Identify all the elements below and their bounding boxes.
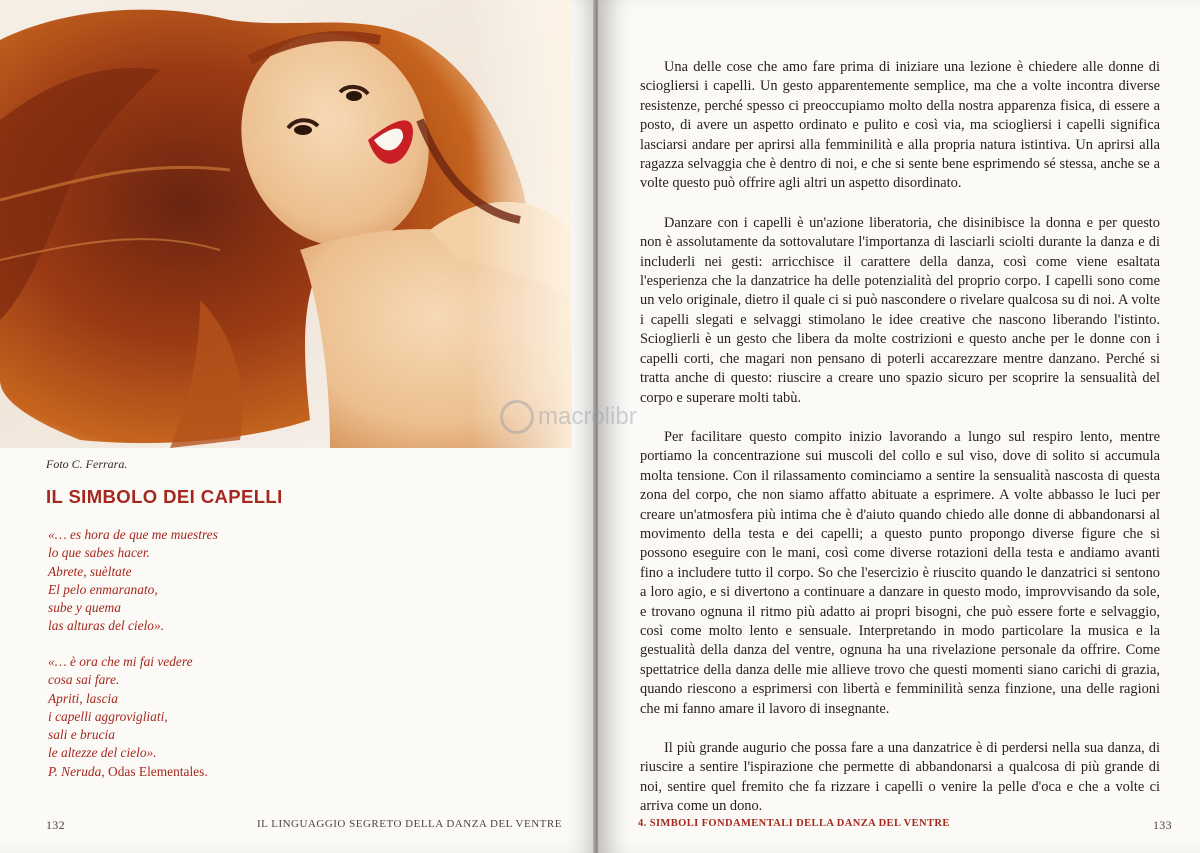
poem-line: sali e brucia: [48, 727, 115, 743]
poem-line: Abrete, suèltate: [48, 563, 132, 579]
attribution-work: , Odas Elementales.: [101, 764, 208, 779]
poem-line: sube y quema: [48, 600, 121, 616]
paragraph: Il più grande augurio che possa fare a una danzatrice è di perdersi nella sua danza, di riuscire a sentire l'ispirazione che permette di abbandonarsi a qualcosa di più grande di noi, sentire quel fremito che fa rizzare i capelli o venire la pelle d'oca e che a volte ci arriva come un dono.: [640, 740, 1160, 815]
poem-line: i capelli aggrovigliati,: [48, 708, 168, 724]
section-title: IL SIMBOLO DEI CAPELLI: [46, 486, 283, 507]
poem-line: cosa sai fare.: [48, 672, 120, 688]
body-text: [640, 58, 1160, 837]
poem-line: «… es hora de que me muestres: [48, 527, 218, 542]
running-head-left: IL LINGUAGGIO SEGRETO DELLA DANZA DEL VENTRE: [257, 818, 562, 830]
paragraph: Per facilitare questo compito inizio lavorando a lungo sul respiro lento, mentre portiamo la concentrazione sui muscoli del collo e sul viso, dove di solito si accumula molta tensione. Con il rilassamento cominciamo a sentire la sensualità nascosta di questa zona del corpo, che non siamo affatto abituate a esprimere. A volte abbasso le luci per creare un'atmosfera più intima che è d'aiuto quando chiedo alle donne di abbandonarsi al movimento della testa e dei capelli; a questo punto propongo diverse figure che si possono eseguire con le mani, così come diverse rotazioni della testa e andiamo avanti fino a includere tutto il corpo. So che l'esercizio è riuscito quando le danzatrici si sentono a loro agio, e si divertono a continuare a danzare in questo modo, improvvisando da sole, e trovano ognuna il ritmo più adatto ai propri bisogni, che può essere forte e selvaggio, così come molto lento e sensuale. Interpretando in modo particolare la musica e la gestualità della danza del ventre, ognuna ha una rivelazione personale da offrire. Come spettatrice della danza delle mie allieve trovo che questi momenti siano carichi di grazia, quando riescono a esprimersi con libertà e femminilità senza finzione, una delle ragioni che mi fanno amare il lavoro di insegnante.: [640, 428, 1160, 717]
poem-line: las alturas del cielo».: [48, 618, 165, 634]
paragraph: Danzare con i capelli è un'azione liberatoria, che disinibisce la donna e per questo non è assolutamente da sottovalutare l'importanza di lasciarli sciolti durante la danza e di includerli nei gesti: arricchisce il carattere della danza, così come viene esaltata l'esperienza che la danzatrice ha delle potenzialità del proprio corpo. I capelli sono come un velo originale, dietro il quale ci si può nascondere o rivelare qualcosa su di noi. A volte i capelli slegati e selvaggi stimolano le idee creative che nascono liberando l'istinto. Scioglierli è un gesto che libera da molte costrizioni e questo anche per le donne con i capelli corti, che magari non pensano di poterli accarezzare mentre danzano. Perché si tratta anche di questo: riuscire a creare uno spazio sicuro per scoprire la sensualità del corpo e superare molti tabù.: [640, 214, 1160, 406]
page-number-left: 132: [46, 818, 65, 832]
poem-spanish: [48, 526, 218, 636]
poem-italian: [48, 653, 193, 763]
poem-line: lo que sabes hacer.: [48, 545, 150, 561]
right-page: [598, 0, 1200, 853]
poem-line: El pelo enmaranato,: [48, 581, 158, 597]
attribution-author: P. Neruda: [48, 764, 102, 779]
paragraph: Una delle cose che amo fare prima di iniziare una lezione è chiedere alle donne di sciogliersi i capelli. Un gesto apparentemente semplice, ma che a volte incontra diverse resistenze, perché spesso ci preoccupiamo molto della nostra apparenza fisica, di essere a posto, di avere un aspetto ordinato e pulito e così via, ma sciogliersi i capelli significa lasciarsi andare per aprirsi alla femminilità e alla propria natura istintiva. Un aprirsi alla ragazza selvaggia che è dentro di noi, e che si sente bene esprimendo sé stessa, anche se a volte questo può offrire agli altri un aspetto disordinato.: [640, 59, 1160, 192]
photo-caption: Foto C. Ferrara.: [46, 457, 128, 471]
poem-attribution: [48, 764, 208, 780]
left-page: [0, 0, 598, 853]
poem-line: «… è ora che mi fai vedere: [48, 654, 193, 669]
poem-line: le altezze del cielo».: [48, 745, 157, 761]
running-head-right: 4. SIMBOLI FONDAMENTALI DELLA DANZA DEL VENTRE: [638, 818, 950, 829]
poem-line: Apriti, lascia: [48, 690, 118, 706]
photo-woman-flowing-hair: [0, 0, 572, 448]
page-number-right: 133: [1153, 818, 1172, 832]
watermark-brand: macrolibr: [538, 403, 637, 430]
